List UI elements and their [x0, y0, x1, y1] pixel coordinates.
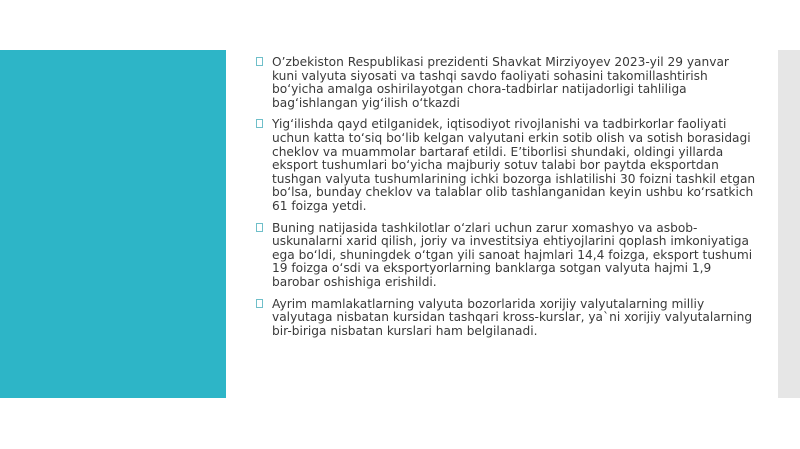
right-side-bar: [778, 50, 800, 398]
bullet-list: [256, 56, 756, 346]
bullet-item: [256, 118, 756, 213]
bullet-item: [256, 298, 756, 339]
bullet-item: [256, 56, 756, 110]
bullet-text: Ayrim mamlakatlarning valyuta bozorlarida xorijiy valyutalarning milliy valyutaga nisbatan kursidan tashqari kross-kurslar, ya`ni xorijiy valyutalarning bir-biriga nisbatan kurslari ham belgilanadi.: [272, 296, 753, 338]
accent-block: [0, 50, 226, 398]
bullet-icon: [256, 119, 263, 128]
bullet-icon: [256, 57, 263, 66]
bullet-icon: [256, 223, 263, 232]
bullet-text: Buning natijasida tashkilotlar o‘zlari uchun zarur xomashyo va asbob-uskunalarni xarid qilish, joriy va investitsiya ehtiyojlarini qoplash imkoniyatiga ega bo‘ldi, shuningdek o‘tgan yili sanoat hajmlari 14,4 foizga, eksport tushumi 19 foizga o‘sdi va eksportyorlarning banklarga sotgan valyuta hajmi 1,9 barobar oshishiga erishildi.: [272, 220, 753, 289]
bullet-item: [256, 222, 756, 290]
bullet-icon: [256, 299, 263, 308]
bullet-text: O’zbekiston Respublikasi prezidenti Shavkat Mirziyoyev 2023-yil 29 yanvar kuni valyuta siyosati va tashqi savdo faoliyati sohasini takomillashtirish bo‘yicha amalga oshirilayotgan chora-tadbirlar natijadorligi tahliliga bag‘ishlangan yig‘ilish o‘tkazdi: [272, 55, 729, 110]
bullet-text: Yig‘ilishda qayd etilganidek, iqtisodiyot rivojlanishi va tadbirkorlar faoliyati uchun katta to‘siq bo‘lib kelgan valyutani erkin sotib olish va sotish borasidagi cheklov va muammolar bartaraf etildi. E’tiborlisi shundaki, oldingi yillarda eksport tushumlari bo‘yicha majburiy sotuv talabi bor paytda eksportdan tushgan valyuta tushumlarining ichki bozorga ishlatilishi 30 foizni tashkil etgan bo‘lsa, bunday cheklov va talablar olib tashlanganidan keyin ushbu ko‘rsatkich 61 foizga yetdi.: [272, 117, 756, 213]
